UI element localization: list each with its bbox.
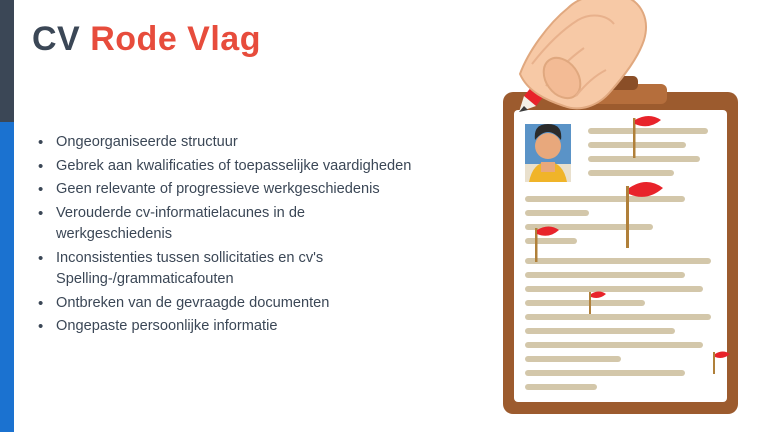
list-item: • Geen relevante of progressieve werkgeschiedenis (34, 179, 424, 201)
list-item: • Gebrek aan kwalificaties of toepasselijke vaardigheden (34, 156, 424, 178)
list-item: • Verouderde cv-informatielacunes in de werkgeschiedenis (34, 203, 424, 246)
resume-illustration (428, 0, 768, 432)
title-part-dark: CV (32, 20, 81, 58)
portrait-photo (525, 124, 571, 182)
bullet-list (34, 132, 424, 340)
list-item: • Ontbreken van de gevraagde documenten (34, 293, 424, 315)
title-part-red: Rode Vlag (90, 20, 261, 58)
page-title (32, 20, 261, 59)
accent-bar-blue (0, 122, 14, 432)
list-item: • Inconsistenties tussen sollicitaties en cv's Spelling-/grammaticafouten (34, 248, 424, 291)
accent-bar-dark (0, 0, 14, 122)
list-item: • Ongeorganiseerde structuur (34, 132, 424, 154)
list-item: • Ongepaste persoonlijke informatie (34, 316, 424, 338)
